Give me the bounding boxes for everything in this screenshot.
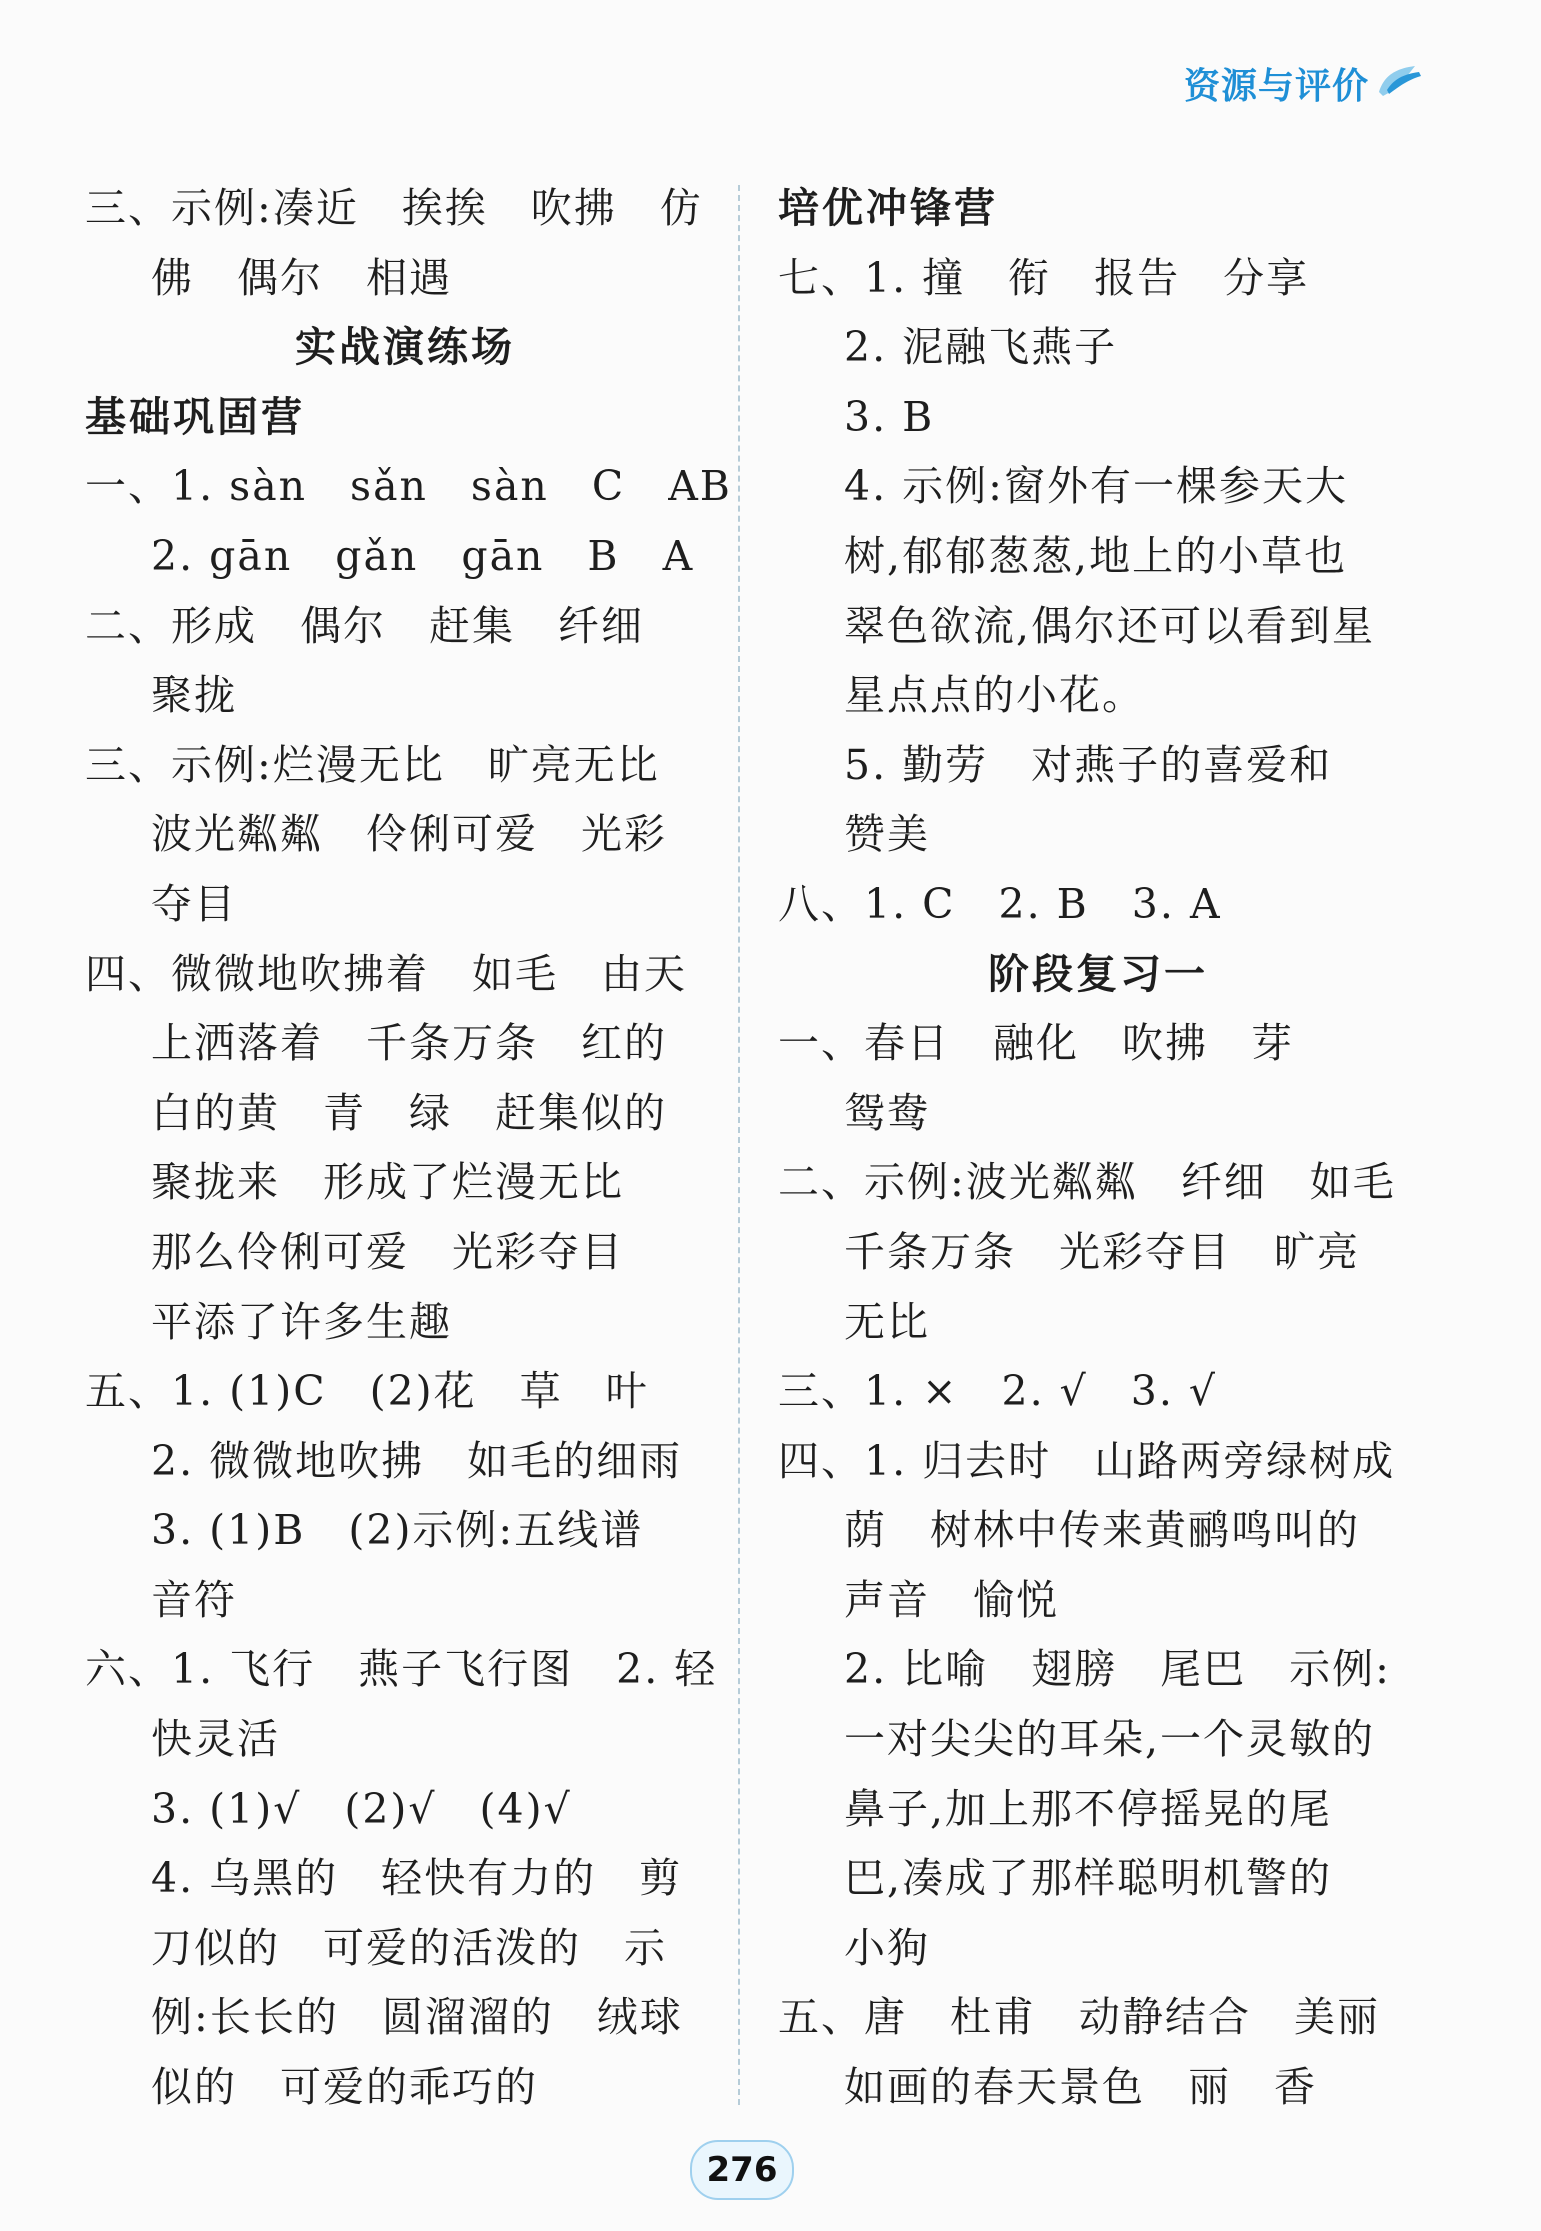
answer-line-continued: 3. (1)B (2)示例:五线谱 [151, 1506, 644, 1555]
answer-line-continued: 波光粼粼 伶俐可爱 光彩 [151, 810, 667, 859]
column-divider [738, 185, 740, 2105]
section-heading: 实战演练场 [295, 323, 515, 372]
answer-line-continued: 2. gān gǎn gān B A [151, 531, 695, 580]
answer-line-continued: 4. 乌黑的 轻快有力的 剪 [151, 1854, 683, 1903]
answer-line-continued: 一对尖尖的耳朵,一个灵敏的 [844, 1715, 1376, 1764]
answer-line-continued: 无比 [844, 1297, 930, 1346]
answer-line-continued: 赞美 [844, 810, 930, 859]
answer-line: 三、示例:烂漫无比 旷亮无比 [85, 740, 660, 789]
answer-line: 四、微微地吹拂着 如毛 由天 [85, 949, 687, 998]
answer-line: 四、1. 归去时 山路两旁绿树成 [778, 1436, 1396, 1485]
answer-line-continued: 2. 泥融飞燕子 [844, 323, 1118, 372]
answer-line-continued: 快灵活 [151, 1715, 280, 1764]
answer-line: 三、示例:凑近 挨挨 吹拂 仿 [85, 184, 703, 232]
answer-line-continued: 那么伶俐可爱 光彩夺目 [151, 1227, 624, 1276]
answer-line-continued: 平添了许多生趣 [151, 1297, 452, 1346]
answer-line-continued: 3. B [844, 392, 935, 441]
answer-line-continued: 似的 可爱的乖巧的 [151, 2063, 538, 2112]
subsection-heading: 基础巩固营 [85, 392, 305, 441]
answer-line-continued: 如画的春天景色 丽 香 [844, 2063, 1317, 2112]
answer-line-continued: 树,郁郁葱葱,地上的小草也 [844, 531, 1348, 580]
brand-logo-icon [1375, 62, 1423, 106]
section-heading: 阶段复习一 [988, 949, 1208, 998]
answer-line-continued: 3. (1)√ (2)√ (4)√ [151, 1784, 572, 1833]
answer-line-continued: 小狗 [844, 1923, 930, 1972]
answer-line-continued: 音符 [151, 1575, 237, 1624]
answer-line: 七、1. 撞 衔 报告 分享 [778, 253, 1310, 302]
answer-line-continued: 千条万条 光彩夺目 旷亮 [844, 1227, 1360, 1276]
answer-line-continued: 2. 微微地吹拂 如毛的细雨 [151, 1436, 683, 1485]
page-number: 276 [690, 2140, 794, 2200]
subsection-heading: 培优冲锋营 [778, 184, 998, 232]
answer-line-continued: 鼻子,加上那不停摇晃的尾 [844, 1784, 1333, 1833]
answer-line-continued: 5. 勤劳 对燕子的喜爱和 [844, 740, 1333, 789]
right-column [778, 174, 1418, 2123]
answer-line-continued: 夺目 [151, 879, 237, 928]
answer-line-continued: 聚拢来 形成了烂漫无比 [151, 1158, 624, 1207]
answer-line: 二、形成 偶尔 赶集 纤细 [85, 601, 644, 650]
answer-line-continued: 聚拢 [151, 671, 237, 720]
answer-line-continued: 荫 树林中传来黄鹂鸣叫的 [844, 1506, 1360, 1555]
answer-line-continued: 翠色欲流,偶尔还可以看到星 [844, 601, 1376, 650]
answer-line-continued: 声音 愉悦 [844, 1575, 1059, 1624]
answer-line: 五、唐 杜甫 动静结合 美丽 [778, 1993, 1380, 2042]
answer-line: 八、1. C 2. B 3. A [778, 879, 1222, 928]
answer-line-continued: 刀似的 可爱的活泼的 示 [151, 1923, 667, 1972]
answer-line-continued: 白的黄 青 绿 赶集似的 [151, 1088, 667, 1137]
brand-title: 资源与评价 [1183, 66, 1369, 107]
answer-line: 五、1. (1)C (2)花 草 叶 [85, 1367, 649, 1416]
answer-line: 六、1. 飞行 燕子飞行图 2. 轻 [85, 1645, 718, 1694]
answer-line-continued: 巴,凑成了那样聪明机警的 [844, 1854, 1333, 1903]
answer-line-continued: 4. 示例:窗外有一棵参天大 [844, 462, 1348, 511]
answer-line-continued: 佛 偶尔 相遇 [151, 253, 452, 302]
answer-line-continued: 鸳鸯 [844, 1088, 930, 1137]
answer-line-continued: 例:长长的 圆溜溜的 绒球 [151, 1993, 683, 2042]
header [1184, 58, 1423, 109]
answer-line: 二、示例:波光粼粼 纤细 如毛 [778, 1158, 1396, 1207]
answer-line-continued: 星点点的小花。 [844, 671, 1145, 720]
answer-line: 一、1. sàn sǎn sàn C AB [85, 462, 732, 511]
answer-line: 一、春日 融化 吹拂 芽 [778, 1019, 1294, 1068]
left-column [85, 174, 732, 2123]
answer-line-continued: 上洒落着 千条万条 红的 [151, 1019, 667, 1068]
answer-line-continued: 2. 比喻 翅膀 尾巴 示例: [844, 1645, 1391, 1694]
answer-line: 三、1. × 2. √ 3. √ [778, 1367, 1218, 1416]
